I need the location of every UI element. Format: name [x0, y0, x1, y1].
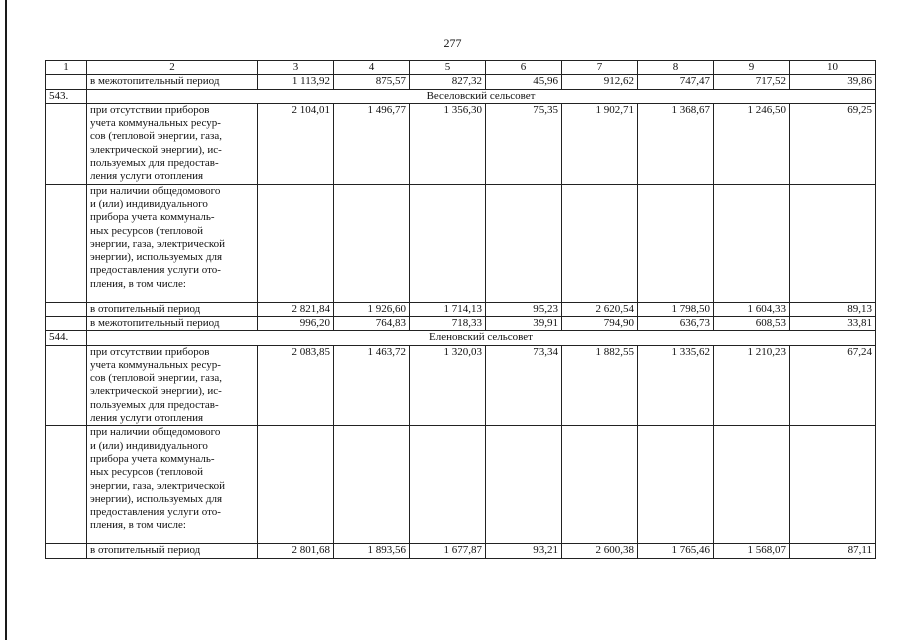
description-line: прибора учета коммуналь-	[90, 452, 215, 465]
row-label: в отопительный период	[87, 302, 258, 316]
description-line: электрической энергии), ис-	[90, 143, 222, 156]
value-cell: 608,53	[714, 316, 790, 330]
value-cell: 718,33	[410, 316, 486, 330]
value-cell: 1 677,87	[410, 544, 486, 558]
value-cell: 73,34	[486, 345, 562, 426]
section-title: Еленовский сельсовет	[87, 331, 876, 345]
value-cell	[714, 184, 790, 302]
row-number-cell	[46, 302, 87, 316]
value-cell: 45,96	[486, 75, 562, 89]
row-description	[87, 345, 258, 426]
section-number: 544.	[46, 331, 87, 345]
value-cell: 794,90	[562, 316, 638, 330]
description-line: предоставления услуги ото-	[90, 264, 221, 277]
value-cell: 1 356,30	[410, 103, 486, 184]
value-cell	[334, 426, 410, 544]
value-cell: 996,20	[258, 316, 334, 330]
table-row	[46, 184, 876, 302]
description-line: и (или) индивидуального	[90, 197, 208, 210]
value-cell	[562, 184, 638, 302]
column-number: 10	[790, 61, 876, 75]
page-number: 277	[443, 36, 462, 50]
table-row	[46, 103, 876, 184]
column-number-row	[46, 61, 876, 75]
column-number: 8	[638, 61, 714, 75]
value-cell: 827,32	[410, 75, 486, 89]
description-line: учета коммунальных ресур-	[90, 358, 221, 371]
value-cell: 1 496,77	[334, 103, 410, 184]
value-cell: 1 926,60	[334, 302, 410, 316]
value-cell: 1 893,56	[334, 544, 410, 558]
description-line: энергии, газа, электрической	[90, 237, 226, 250]
description-line: энергии), используемых для	[90, 251, 223, 264]
value-cell: 2 104,01	[258, 103, 334, 184]
value-cell	[638, 184, 714, 302]
row-label: в межотопительный период	[87, 316, 258, 330]
row-number-cell	[46, 316, 87, 330]
value-cell	[562, 426, 638, 544]
column-number: 6	[486, 61, 562, 75]
column-number: 9	[714, 61, 790, 75]
row-number-cell	[46, 184, 87, 302]
table-row	[46, 426, 876, 544]
description-line: сов (тепловой энергии, газа,	[90, 372, 222, 385]
value-cell: 1 568,07	[714, 544, 790, 558]
value-cell: 87,11	[790, 544, 876, 558]
value-cell	[638, 426, 714, 544]
section-number: 543.	[46, 89, 87, 103]
value-cell	[334, 184, 410, 302]
description-line: сов (тепловой энергии, газа,	[90, 130, 222, 143]
value-cell: 93,21	[486, 544, 562, 558]
value-cell: 2 083,85	[258, 345, 334, 426]
table-row	[46, 316, 876, 330]
page-edge-bar	[5, 0, 7, 640]
value-cell: 1 798,50	[638, 302, 714, 316]
value-cell: 764,83	[334, 316, 410, 330]
row-label: в межотопительный период	[87, 75, 258, 89]
column-number: 3	[258, 61, 334, 75]
description-line: при наличии общедомового	[90, 426, 221, 439]
value-cell: 636,73	[638, 316, 714, 330]
value-cell: 747,47	[638, 75, 714, 89]
value-cell: 1 246,50	[714, 103, 790, 184]
value-cell: 1 210,23	[714, 345, 790, 426]
description-line: предоставления услуги ото-	[90, 506, 221, 519]
description-line: при отсутствии приборов	[90, 345, 210, 358]
description-line: энергии, газа, электрической	[90, 479, 226, 492]
value-cell	[486, 426, 562, 544]
section-title: Веселовский сельсовет	[87, 89, 876, 103]
description-line: ления услуги отопления	[90, 170, 204, 183]
row-number-cell	[46, 345, 87, 426]
description-line: энергии), используемых для	[90, 492, 223, 505]
description-line: пления, в том числе:	[90, 519, 186, 532]
section-row	[46, 331, 876, 345]
value-cell	[410, 184, 486, 302]
description-line: ления услуги отопления	[90, 412, 204, 425]
row-description	[87, 426, 258, 544]
row-description	[87, 184, 258, 302]
table-row	[46, 544, 876, 558]
row-number-cell	[46, 426, 87, 544]
value-cell	[410, 426, 486, 544]
description-line: и (или) индивидуального	[90, 439, 208, 452]
row-number-cell	[46, 75, 87, 89]
value-cell: 1 604,33	[714, 302, 790, 316]
value-cell: 2 821,84	[258, 302, 334, 316]
description-line: ных ресурсов (тепловой	[90, 224, 203, 237]
value-cell: 95,23	[486, 302, 562, 316]
value-cell: 912,62	[562, 75, 638, 89]
description-line: при наличии общедомового	[90, 184, 221, 197]
column-number: 7	[562, 61, 638, 75]
value-cell: 69,25	[790, 103, 876, 184]
table-body	[46, 61, 876, 559]
value-cell: 39,86	[790, 75, 876, 89]
value-cell	[790, 184, 876, 302]
value-cell	[714, 426, 790, 544]
value-cell: 1 320,03	[410, 345, 486, 426]
description-line: учета коммунальных ресур-	[90, 117, 221, 130]
value-cell: 2 801,68	[258, 544, 334, 558]
description-line: электрической энергии), ис-	[90, 385, 222, 398]
value-cell	[790, 426, 876, 544]
description-line: прибора учета коммуналь-	[90, 211, 215, 224]
value-cell	[258, 426, 334, 544]
value-cell: 33,81	[790, 316, 876, 330]
row-label: в отопительный период	[87, 544, 258, 558]
value-cell: 2 600,38	[562, 544, 638, 558]
value-cell: 1 113,92	[258, 75, 334, 89]
value-cell: 1 714,13	[410, 302, 486, 316]
value-cell: 1 765,46	[638, 544, 714, 558]
value-cell: 717,52	[714, 75, 790, 89]
row-number-cell	[46, 103, 87, 184]
description-line: пользуемых для предостав-	[90, 398, 219, 411]
value-cell: 75,35	[486, 103, 562, 184]
section-row	[46, 89, 876, 103]
description-line: пления, в том числе:	[90, 277, 186, 290]
table-row	[46, 345, 876, 426]
value-cell: 2 620,54	[562, 302, 638, 316]
value-cell	[258, 184, 334, 302]
value-cell: 67,24	[790, 345, 876, 426]
table-row	[46, 75, 876, 89]
value-cell: 39,91	[486, 316, 562, 330]
row-number-cell	[46, 544, 87, 558]
description-line: при отсутствии приборов	[90, 103, 210, 116]
description-line: ных ресурсов (тепловой	[90, 466, 203, 479]
tariff-table	[45, 60, 876, 559]
column-number: 5	[410, 61, 486, 75]
value-cell: 1 463,72	[334, 345, 410, 426]
value-cell: 1 335,62	[638, 345, 714, 426]
column-number: 4	[334, 61, 410, 75]
value-cell	[486, 184, 562, 302]
value-cell: 1 902,71	[562, 103, 638, 184]
value-cell: 89,13	[790, 302, 876, 316]
description-line: пользуемых для предостав-	[90, 157, 219, 170]
column-number: 2	[87, 61, 258, 75]
value-cell: 1 882,55	[562, 345, 638, 426]
value-cell: 875,57	[334, 75, 410, 89]
row-description	[87, 103, 258, 184]
value-cell: 1 368,67	[638, 103, 714, 184]
table-row	[46, 302, 876, 316]
column-number: 1	[46, 61, 87, 75]
